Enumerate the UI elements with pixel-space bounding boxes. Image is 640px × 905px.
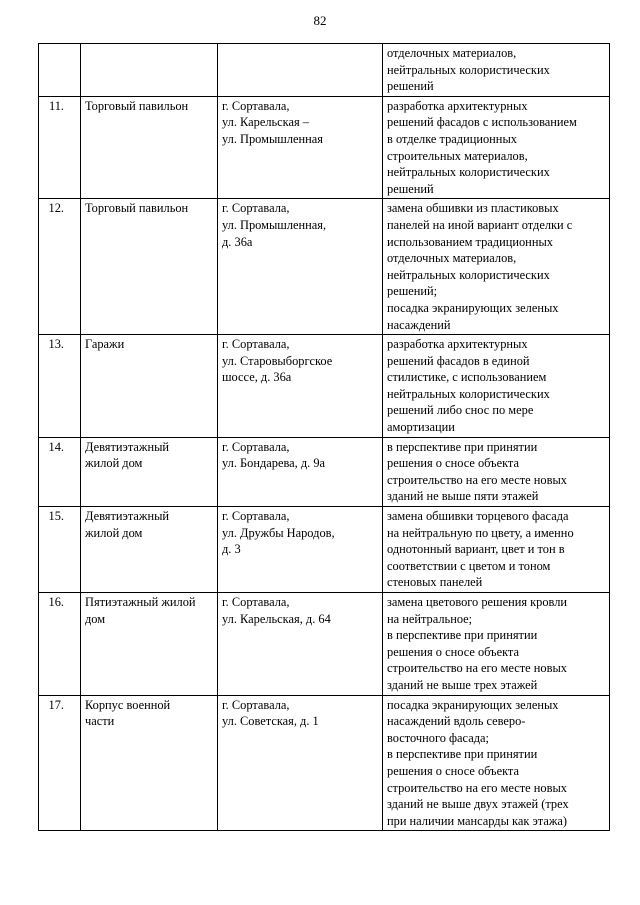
table-row [39, 695, 610, 831]
object-name: Торговый павильон [81, 96, 218, 199]
recommendation: посадка экранирующих зеленых насаждений вдоль северо- восточного фасада; в перспективе при принятии решения о сносе объекта строительство на его месте новых зданий не выше двух этажей (трех при наличии мансарды как этажа) [383, 695, 610, 831]
recommendation: замена обшивки из пластиковых панелей на иной вариант отделки с использованием традиционных отделочных материалов, нейтральных колористических решений; посадка экранирующих зеленых насаждений [383, 199, 610, 335]
recommendation: в перспективе при принятии решения о сносе объекта строительство на его месте новых зданий не выше пяти этажей [383, 437, 610, 506]
row-number [39, 44, 81, 97]
table-row [39, 44, 610, 97]
recommendation: замена цветового решения кровли на нейтральное; в перспективе при принятии решения о сносе объекта строительство на его месте новых зданий не выше трех этажей [383, 593, 610, 696]
object-address: г. Сортавала, ул. Промышленная, д. 36а [218, 199, 383, 335]
table-row [39, 507, 610, 593]
object-name: Корпус военной части [81, 695, 218, 831]
object-address: г. Сортавала, ул. Дружбы Народов, д. 3 [218, 507, 383, 593]
object-name: Пятиэтажный жилой дом [81, 593, 218, 696]
object-name: Девятиэтажный жилой дом [81, 437, 218, 506]
object-address: г. Сортавала, ул. Бондарева, д. 9а [218, 437, 383, 506]
table-row [39, 335, 610, 438]
table-row [39, 437, 610, 506]
object-name [81, 44, 218, 97]
object-address: г. Сортавала, ул. Старовыборгское шоссе, д. 36а [218, 335, 383, 438]
objects-table [38, 43, 610, 831]
row-number: 13. [39, 335, 81, 438]
table-row [39, 199, 610, 335]
object-name: Гаражи [81, 335, 218, 438]
recommendation: отделочных материалов, нейтральных колористических решений [383, 44, 610, 97]
row-number: 11. [39, 96, 81, 199]
row-number: 14. [39, 437, 81, 506]
object-name: Девятиэтажный жилой дом [81, 507, 218, 593]
object-address: г. Сортавала, ул. Советская, д. 1 [218, 695, 383, 831]
recommendation: замена обшивки торцевого фасада на нейтральную по цвету, а именно однотонный вариант, цвет и тон в соответствии с цветом и тоном стеновых панелей [383, 507, 610, 593]
recommendation: разработка архитектурных решений фасадов в единой стилистике, с использованием нейтральных колористических решений либо снос по мере амортизации [383, 335, 610, 438]
object-address: г. Сортавала, ул. Карельская, д. 64 [218, 593, 383, 696]
row-number: 16. [39, 593, 81, 696]
table-row [39, 593, 610, 696]
object-address [218, 44, 383, 97]
recommendation: разработка архитектурных решений фасадов с использованием в отделке традиционных строительных материалов, нейтральных колористических решений [383, 96, 610, 199]
row-number: 12. [39, 199, 81, 335]
object-name: Торговый павильон [81, 199, 218, 335]
row-number: 15. [39, 507, 81, 593]
object-address: г. Сортавала, ул. Карельская – ул. Промышленная [218, 96, 383, 199]
row-number: 17. [39, 695, 81, 831]
page-number: 82 [313, 13, 327, 28]
table-row [39, 96, 610, 199]
